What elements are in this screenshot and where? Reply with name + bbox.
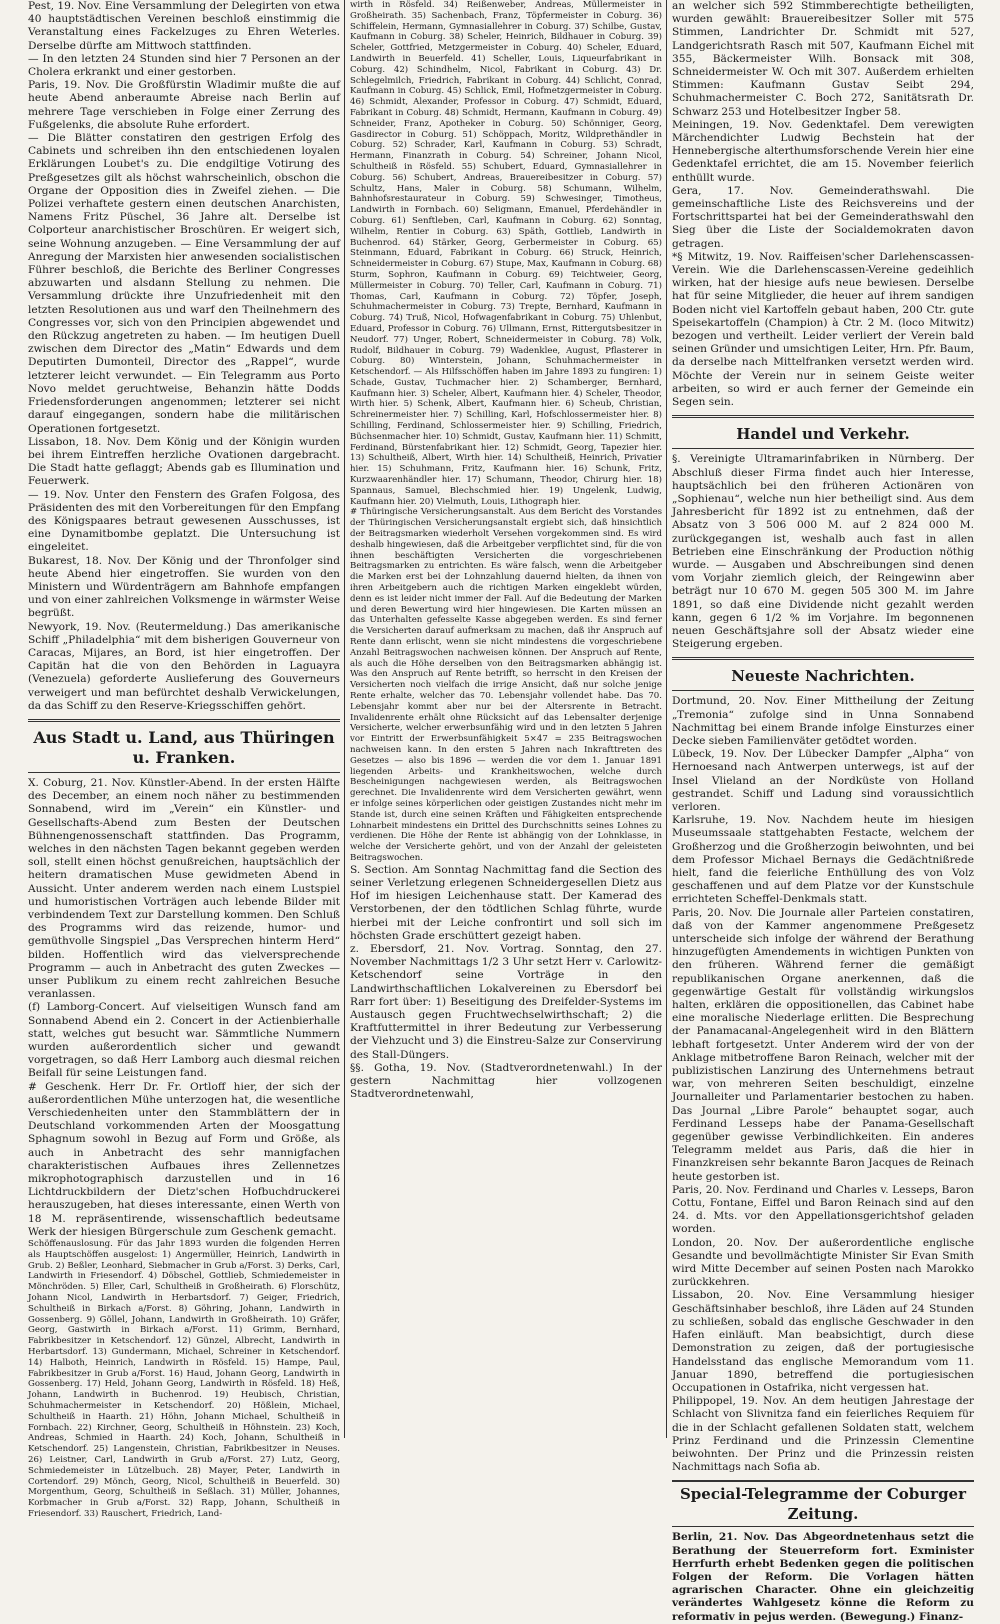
news-ultramarinfabriken: §. Vereinigte Ultramarinfabriken in Nürnberg. Der Abschluß dieser Firma findet auch hier Interesse, hauptsächlich bei den früheren Actionären von „Sophienau“, welche nun hier betheiligt sind. Aus dem Jahresbericht für 1892 ist zu entnehmen, daß der Absatz von 3 506 000 M. auf 2 824 000 M. zurückgegangen ist, weshalb auch fast in allen Betrieben eine Einschränkung der Production nöthig wurde. — Ausgaben und Abschreibungen sind denen vom Vorjahr ziemlich gleich, der Reingewinn aber beträgt nur 10 670 M. gegen 505 300 M. im Jahre 1891, so daß eine Dividende nicht gezahlt werden kann, gegen 6 1/2 % im Vorjahre. Im begonnenen neuen Geschäftsjahre soll der Absatz wieder eine Steigerung ergeben.	[672, 453, 974, 651]
news-paris-1: Paris, 19. Nov. Die Großfürstin Wladimir mußte die auf heute Abend anberaumte Abreise nach Berlin auf mehrere Tage verschieben in Folge einer Zerrung des Fußgelenks, die absolute Ruhe erfordert.	[28, 79, 340, 131]
news-geschenk: # Geschenk. Herr Dr. Fr. Ortloff hier, der sich der außerordentlichen Mühe unterzogen hat, die wesentliche Verschiedenheiten unter den Stammblättern der in Deutschland vorkommenden Arten der Moosgattung Sphagnum sowohl in Bezug auf Form und Größe, als auch in Anbetracht des sehr mannigfachen charakteristischen Aufbaues ihres Zellennetzes mikrophotographisch darzustellen und in 16 Lichtdruckbildern der Dietz'schen Hofbuchdruckerei herauszugeben, hat dieses interessante, einen Werth von 18 M. repräsentirende, wissenschaftlich bedeutsame Werk der hiesigen Bürgerschule zum Geschenk gemacht.	[28, 1080, 340, 1238]
news-schoeffen-list-cont: wirth in Rösfeld. 34) Reißenweber, Andreas, Müllermeister in Großheirath. 35) Sachenbach, Franz, Töpfermeister in Coburg. 36) Schiffelein, Hermann, Gymnasiallehrer in Coburg. 37) Schilbe, Gustav, Kaufmann in Coburg. 38) Scheler, Heinrich, Bildhauer in Coburg. 39) Scheler, Gottfried, Metzgermeister in Coburg. 40) Scheler, Eduard, Landwirth in Beuerfeld. 41) Scheller, Louis, Liqueurfabrikant in Coburg. 42) Schindhelm, Nicol, Fabrikant in Coburg. 43) Dr. Schlegelmilch, Friedrich, Fabrikant in Coburg. 44) Schlicht, Conrad, Kaufmann in Coburg. 45) Schlick, Emil, Hofmetzgermeister in Coburg. 46) Schmidt, Alexander, Professor in Coburg. 47) Schmidt, Eduard, Fabrikant in Coburg. 48) Schmidt, Hermann, Kaufmann in Coburg. 49) Schneider, Franz, Apotheker in Coburg. 50) Schönniger, Georg, Gasdirector in Coburg. 51) Schöppach, Moritz, Wildprethändler in Coburg. 52) Schrader, Karl, Kaufmann in Coburg. 53) Schradt, Hermann, Finanzrath in Coburg. 54) Schreiner, Johann Nicol, Schultheiß in Rösfeld. 55) Schubert, Eduard, Gymnasiallehrer in Coburg. 56) Schubert, Andreas, Brauereibesitzer in Coburg. 57) Schultz, Hans, Maler in Coburg. 58) Schumann, Wilhelm, Bahnhofsrestaurateur in Coburg. 59) Schwesinger, Timotheus, Landwirth in Fornbach. 60) Seligmann, Emanuel, Pferdehändler in Coburg. 61) Senftleben, Carl, Kaufmann in Coburg. 62) Sonntag, Wilhelm, Rentier in Coburg. 63) Späth, Gottlieb, Landwirth in Buchenrod. 64) Stärker, Georg, Gerbermeister in Coburg. 65) Steinmann, Eduard, Fabrikant in Coburg. 66) Struck, Heinrich, Schneidermeister in Coburg. 67) Stupe, Max, Kaufmann in Coburg. 68) Sturm, Sophron, Kaufmann in Coburg. 69) Teichtweier, Georg, Müllermeister in Coburg. 70) Teller, Carl, Kaufmann in Coburg. 71) Thomas, Carl, Kaufmann in Coburg. 72) Töpfer, Joseph, Schuhmachermeister in Coburg. 73) Trepte, Bernhard, Kaufmann in Coburg. 74) Truß, Nicol, Hofwagenfabrikant in Coburg. 75) Uhlenbut, Eduard, Professor in Coburg. 76) Ullmann, Ernst, Rittergutsbesitzer in Neudorf. 77) Unger, Robert, Schneidermeister in Coburg. 78) Volk, Rudolf, Bildhauer in Coburg. 79) Wadenklee, August, Pflasterer in Coburg. 80) Winterstein, Johann, Schuhmachermeister in Ketschendorf. — Als Hilfsschöffen haben im Jahre 1893 zu fungiren: 1) Schade, Gustav, Tuchmacher hier. 2) Schamberger, Bernhard, Kaufmann hier. 3) Scheler, Albert, Kaufmann hier. 4) Scheler, Theodor, Wirth hier. 5) Schenk, Albert, Kaufmann hier. 6) Scheub, Christian, Schreinermeister hier. 7) Schilling, Karl, Hofschlossermeister hier. 8) Schilling, Ferdinand, Schlossermeister hier. 9) Schilling, Friedrich, Büchsenmacher hier. 10) Schmidt, Gustav, Kaufmann hier. 11) Schmitt, Ferdinand, Bürstenfabrikant hier. 12) Schmidt, Georg, Tapezier hier. 13) Schultheiß, Albert, Wirth hier. 14) Schultheiß, Heinrich, Privatier hier. 15) Schuhmann, Fritz, Kaufmann hier. 16) Schunk, Fritz, Kurzwaarenhändler hier. 17) Schumann, Theodor, Chirurg hier. 18) Spannaus, Samuel, Blechschmied hier. 19) Ungelenk, Ludwig, Kaufmann hier. 20) Vielmuth, Louis, Lithograph hier.	[350, 0, 662, 507]
column-rule	[344, 0, 345, 1438]
divider	[672, 690, 974, 691]
news-gotha-cont: an welcher sich 592 Stimmberechtigte betheiligten, wurden gewählt: Brauereibesitzer Soller mit 575 Stimmen, Landrichter Dr. Schmidt mit 527, Landgerichtsrath Rasch mit 507, Kaufmann Eichel mit 355, Bäckermeister Wilh. Bonsack mit 308, Schneidermeister W. Och mit 307. Außerdem erhielten Stimmen: Kaufmann Gustav Seibt 294, Schuhmachermeister C. Boch 272, Sanitätsrath Dr. Schwarz 253 und Hotelbesitzer Ingber 58.	[672, 0, 974, 118]
news-philippopel: Philippopel, 19. Nov. An dem heutigen Jahrestage der Schlacht von Slivnitza fand ein feierliches Requiem für die in der Schlacht gefallenen Soldaten statt, welchem Prinz Ferdinand und die Prinzessin Clementine beiwohnten. Der Prinz und die Prinzessin reisten Nachmittags nach Sofia ab.	[672, 1395, 974, 1474]
column-1	[28, 0, 340, 1519]
news-ebersdorf: z. Ebersdorf, 21. Nov. Vortrag. Sonntag, den 27. November Nachmittags 1/2 3 Uhr setzt Herr v. Carlowitz-Ketschendorf seine Vorträge in den Landwirthschaftlichen Lokalvereinen zu Ebersdorf bei Rarr fort über: 1) Beseitigung des Dreifelder-Systems im Austausch gegen Fruchtwechselwirthschaft; 2) die Kraftfuttermittel in ihrer Bedeutung zur Verbesserung der Viehzucht und 3) die Einstreu-Salze zur Conservirung des Stall-Düngers.	[350, 942, 662, 1061]
news-paris-3: Paris, 20. Nov. Die Journale aller Parteien constatiren, daß von der Kammer angenommene Preßgesetz unterscheide sich infolge der während der Berathung hinzugefügten Amendements in wichtigen Punkten von den früheren. Während ferner die gemäßigt republikanischen Organe anerkennen, daß die gegenwärtige Gestalt für vollständig wirkungslos halten, erklären die oppositionellen, das Cabinet habe eine moralische Niederlage erlitten. Die Besprechung der Panamacanal-Angelegenheit wird in den Blättern lebhaft fortgesetzt. Unter Anderem wird der von der Anklage mitbetroffene Baron Reinach, welcher mit der publizistischen Lanzirung des Unternehmens betraut war, von mehreren Seiten beschuldigt, einzelne Journalleiter und Parlamentarier bestochen zu haben. Das Journal „Libre Parole“ behauptet sogar, auch Ferdinand Lesseps habe der Panama-Gesellschaft gegenüber gewisse Verbindlichkeiten. Ein anderes Telegramm meldet aus Paris, daß die hier in Finanzkreisen sehr bekannte Baron Jacques de Reinach heute gestorben ist.	[672, 906, 974, 1183]
news-luebeck: Lübeck, 19. Nov. Der Lübecker Dampfer „Alpha“ von Hernoesand nach Antwerpen unterwegs, ist auf der Insel Vlieland an der Nordküste von Holland gestrandet. Schiff und Ladung sind voraussichtlich verloren.	[672, 748, 974, 813]
section-heading-handel: Handel und Verkehr.	[736, 425, 910, 444]
section-heading-neueste: Neueste Nachrichten.	[731, 667, 915, 686]
news-bukarest: Bukarest, 18. Nov. Der König und der Thronfolger sind heute Abend hier eingetroffen. Sie wurden von den Ministern und Würdenträgern am Bahnhofe empfangen und von einer zahlreichen Volksmenge in wärmster Weise begrüßt.	[28, 554, 340, 620]
news-coburg-kuenstlerabend: X. Coburg, 21. Nov. Künstler-Abend. In der ersten Hälfte des December, an einem noch näher zu bestimmenden Sonnabend, wird im „Verein“ ein Künstler- und Gesellschafts-Abend zum Besten der Deutschen Bühnengenossenschaft stattfinden. Das Programm, welches in den nächsten Tagen bekannt gegeben werden soll, stellt einen höchst genußreichen, hauptsächlich der heitern dramatischen Muse gewidmeten Abend in Aussicht. Unter anderem werden nach einem Lustspiel und humoristischen Vorträgen auch lebende Bilder mit verbindendem Text zur Darstellung kommen. Den Schluß des Programms wird das reizende, humor- und gemüthvolle Singspiel „Das Versprechen hinterm Herd“ bilden. Hoffentlich wird das vielversprechende Programm — auch in Anbetracht des guten Zweckes — unser Publikum zu einem recht zahlreichen Besuche veranlassen.	[28, 776, 340, 1001]
news-gera: Gera, 17. Nov. Gemeinderathswahl. Die gemeinschaftliche Liste des Reichsvereins und der Fortschrittspartei hat bei der Gemeinderathswahl den Sieg über die Liste der Socialdemokraten davon getragen.	[672, 184, 974, 250]
divider	[672, 415, 974, 418]
news-section: S. Section. Am Sonntag Nachmittag fand die Section des seiner Verletzung erlegenen Schneidergesellen Dietz aus Hof im hiesigen Leichenhause statt. Der Kamerad des Verstorbenen, der den tödtlichen Schlag führte, wurde hierbei mit der Leiche confrontirt und soll sich im höchsten Grade erschüttert gezeigt haben.	[350, 863, 662, 942]
news-mitwitz: *§ Mitwitz, 19. Nov. Raiffeisen'scher Darlehenscassen-Verein. Wie die Darlehenscassen-Vereine gedeihlich wirken, hat der hiesige aufs neue bewiesen. Derselbe hat für seine Mitglieder, die heuer auf ihrem sandigen Boden nicht viel Kartoffeln gebaut haben, 200 Ctr. gute Speisekartoffeln (Champion) à Ctr. 2 M. (loco Mitwitz) bezogen und vertheilt. Leider verliert der Verein bald seinen Gründer und umsichtigen Leiter, Hrn. Pfr. Baum, da derselbe nach Mittelfranken versetzt werden wird. Möchte der Verein nur in seinem Geiste weiter arbeiten, so wird er auch ferner der Gemeinde ein Segen sein.	[672, 250, 974, 409]
newspaper-page	[28, 0, 974, 1623]
divider	[672, 657, 974, 660]
divider	[28, 719, 340, 722]
section-heading-telegramme: Special-Telegramme der Coburger Zeitung.	[672, 1480, 974, 1527]
column-2	[350, 0, 662, 1438]
news-karlsruhe: Karlsruhe, 19. Nov. Nachdem heute im hiesigen Museumssaale stattgehabten Festacte, welchem der Großherzog und die Großherzogin beiwohnten, und bei dem Professor Michael Bernays die Gedächtnißrede hielt, fand die feierliche Enthüllung des von Volz geschaffenen und auf dem Platze vor der Kunstschule errichteten Scheffel-Denkmals statt.	[672, 814, 974, 906]
news-lissabon-3: Lissabon, 20. Nov. Eine Versammlung hiesiger Geschäftsinhaber beschloß, ihre Läden auf 24 Stunden zu schließen, sobald das englische Geschwader in den Hafen einläuft. Man beabsichtigt, durch diese Demonstration zu zeigen, daß der portugiesische Handelsstand das englische Memorandum vom 11. Januar 1890, betreffend die portugiesischen Occupationen in Ostafrika, nicht vergessen hat.	[672, 1289, 974, 1394]
news-berlin-telegram: Berlin, 21. Nov. Das Abgeordnetenhaus setzt die Berathung der Steuerreform fort. Exminister Herrfurth erhebt Bedenken gegen die politischen Folgen der Reform. Die Vorlagen hätten agrarischen Character. Ohne ein gleichzeitig verändertes Wahlgesetz könne die Reform zu reformativ in pejus werden. (Bewegung.) Finanz-	[672, 1531, 974, 1623]
news-london: London, 20. Nov. Der außerordentliche englische Gesandte und bevollmächtigte Minister Sir Evan Smith wird Mitte December auf seinen Posten nach Marokko zurückkehren.	[672, 1236, 974, 1289]
news-paris-2: — Die Blätter constatiren den gestrigen Erfolg des Cabinets und schreiben ihn den entschiedenen loyalen Erklärungen Loubet's zu. Die endgiltige Votirung des Preßgesetzes gilt als höchst wahrscheinlich, obschon die Organe der Opposition dies in Zweifel ziehen. — Die Polizei verhaftete gestern einen deutschen Anarchisten, Namens Fritz Püschel, 36 Jahre alt. Derselbe ist Colporteur anarchistischer Broschüren. Er weigert sich, seine Wohnung anzugeben. — Eine Versammlung der auf Anregung der Marxisten hier anwesenden socialistischen Führer beschloß, die Berichte des Berliner Congresses abzuwarten und alsdann Stellung zu nehmen. Die Versammlung drückte ihre Unzufriedenheit mit den letzten Resolutionen aus und warf den Theilnehmern des Congresses vor, sich von den Principien abgewendet und den Rückzug angetreten zu haben. — Im heutigen Duell zwischen dem Director des „Matin“ Edwards und dem Deputirten Dumonteil, Director des „Rappel“, wurde letzterer leicht verwundet. — Ein Telegramm aus Porto Novo meldet geruchtweise, Behanzin hätte Dodds Friedensforderungen angenommen; letzterer sei nicht darauf eingegangen, sondern habe die militärischen Operationen fortgesetzt.	[28, 132, 340, 435]
news-meiningen: Meiningen, 19. Nov. Gedenktafel. Dem verewigten Märchendichter Ludwig Bechstein hat der Hennebergische alterthumsforschende Verein hier eine Gedenktafel errichtet, die am 15. November feierlich enthüllt wurde.	[672, 118, 974, 184]
column-3	[672, 0, 974, 1623]
news-gotha: §§. Gotha, 19. Nov. (Stadtverordnetenwahl.) In der gestern Nachmittag hier vollzogenen Stadtverordnetenwahl,	[350, 1061, 662, 1101]
section-heading-local: Aus Stadt u. Land, aus Thüringen u. Franken.	[33, 727, 335, 767]
news-newyork: Newyork, 19. Nov. (Reutermeldung.) Das amerikanische Schiff „Philadelphia“ mit dem bisherigen Gouverneur von Caracas, Mijares, an Bord, ist hier eingetroffen. Der Capitän hat die von den Behörden in Laguayra (Venezuela) geforderte Auslieferung des Gouverneurs verweigert und man befürchtet deshalb Verwickelungen, da das Schiff zu den Reserve-Kriegsschiffen gehört.	[28, 620, 340, 712]
news-paris-4: Paris, 20. Nov. Ferdinand und Charles v. Lesseps, Baron Cottu, Fontane, Eiffel und Baron Reinach sind auf den 24. d. Mts. vor den Appellationsgerichtshof geladen worden.	[672, 1183, 974, 1236]
news-lissabon-1: Lissabon, 18. Nov. Dem König und der Königin wurden bei ihrem Eintreffen herzliche Ovationen dargebracht. Die Stadt hatte geflaggt; Abends gab es Illumination und Feuerwerk.	[28, 435, 340, 488]
news-schoeffenauslosung: Schöffenauslosung. Für das Jahr 1893 wurden die folgenden Herren als Hauptschöffen ausgelost: 1) Angermüller, Heinrich, Landwirth in Grub. 2) Beßler, Leonhard, Siebmacher in Grub a/Forst. 3) Derks, Carl, Landwirth in Friesendorf. 4) Döbschel, Gottlieb, Schmiedemeister in Mönchröden. 5) Eller, Carl, Schultheiß in Großheirath. 6) Florschütz, Johann Nicol, Landwirth in Herbartsdorf. 7) Geiger, Friedrich, Schultheiß in Birkach a/Forst. 8) Göhring, Johann, Landwirth in Gossenberg. 9) Göllel, Johann, Landwirth in Großheirath. 10) Gräfer, Georg, Gastwirth in Birkach a/Forst. 11) Grimm, Bernhard, Fabrikbesitzer in Ketschendorf. 12) Günzel, Albrecht, Landwirth in Herbartsdorf. 13) Gundermann, Michael, Schreiner in Ketschendorf. 14) Halboth, Heinrich, Landwirth in Rösfeld. 15) Hampe, Paul, Fabrikbesitzer in Grub a/Forst. 16) Haud, Johann Georg, Landwirth in Gossenberg. 17) Held, Johann Georg, Landwirth in Rösfeld. 18) Heß, Johann, Landwirth in Buchenrod. 19) Heubisch, Christian, Schuhmachermeister in Ketschendorf. 20) Hößlein, Michael, Schultheiß in Haarth. 21) Höhn, Johann Michael, Schultheiß in Fornbach. 22) Kirchner, Georg, Schultheiß in Höhnstein. 23) Koch, Andreas, Schmied in Haarth. 24) Koch, Johann, Schultheiß in Ketschendorf. 25) Langenstein, Christian, Fabrikbesitzer in Neuses. 26) Leistner, Carl, Landwirth in Grub a/Forst. 27) Lutz, Georg, Schmiedemeister in Lützelbuch. 28) Mayer, Peter, Landwirth in Cortendorf. 29) Mönch, Georg, Nicol, Schultheiß in Beuerfeld. 30) Morgenthum, Georg, Schultheiß in Seßlach. 31) Müller, Johannes, Korbmacher in Grub a/Forst. 32) Rapp, Johann, Schultheiß in Friesendorf. 33) Rauschert, Friedrich, Land-	[28, 1239, 340, 1519]
news-versicherungsanstalt: # Thüringische Versicherungsanstalt. Aus dem Bericht des Vorstandes der Thüringischen Versicherungsanstalt ergiebt sich, daß hinsichtlich der Beitragsmarken wiederholt Versehen vorgekommen sind. Es wird deshalb hingewiesen, daß die Arbeitgeber verpflichtet sind, für die von ihnen beschäftigten Versicherten die vorgeschriebenen Beitragsmarken zu entrichten. Es wäre falsch, wenn die Arbeitgeber die Marken erst bei der Lohnzahlung dauernd hielten, da ihnen von ihren Arbeitgebern auch die richtigen Marken eingeklebt würden, denn es ist leider nicht immer der Fall. Auf die Bedeutung der Marken und deren Bewertung wird hier hingewiesen. Die Karten müssen an das Unterhalten gefesselte Kasse abgegeben werden. Es sind ferner die Versicherten darauf aufmerksam zu machen, daß ihr Anspruch auf Rente dann erlischt, wenn sie nicht mindestens die vorgeschriebene Anzahl Beitragswochen nachweisen können. Der Anspruch auf Rente, als auch die Höhe derselben von den Beitragsmarken abhängig ist. Was den Anspruch auf Rente betrifft, so herrscht in den Kreisen der Versicherten noch vielfach die irrige Ansicht, daß nur solche jenige Rente erhalte, welcher das 70. Lebensjahr vollendet habe. Das 70. Lebensjahr kommt aber nur bei der Altersrente in Betracht. Invalidenrente erhält ohne Rücksicht auf das Lebensalter derjenige Versicherte, welcher erwerbsunfähig wird und in den letzten 5 Jahren vor Eintritt der Erwerbsunfähigkeit 5×47 = 235 Beitragswochen nachweisen kann. In den ersten 5 Jahren nach Inkrafttreten des Gesetzes — also bis 1896 — werden die vor dem 1. Januar 1891 liegenden Arbeits- und Krankheitswochen, welche durch Bescheinigungen nachgewiesen werden, als Beitragswochen gerechnet. Die Invalidenrente wird dem Versicherten gewährt, wenn er infolge seines körperlichen oder geistigen Zustandes nicht mehr im Stande ist, durch eine seinen Kräften und Fähigkeiten entsprechende Lohnarbeit mindestens ein Drittel des Durchschnitts seines Lohnes zu verdienen. Die Höhe der Rente ist abhängig von der Lohnklasse, in welche der Versicherte gehört, und von der Anzahl der geleisteten Beitragswochen.	[350, 507, 662, 863]
news-dortmund: Dortmund, 20. Nov. Einer Mittheilung der Zeitung „Tremonia“ zufolge sind in Unna Sonnabend Nachmittag bei einem Brande infolge Einsturzes einer Decke sieben Familienväter getödtet worden.	[672, 695, 974, 747]
news-pest-cholera: — In den letzten 24 Stunden sind hier 7 Personen an der Cholera erkrankt und einer gestorben.	[28, 52, 340, 79]
news-lissabon-2: — 19. Nov. Unter den Fenstern des Grafen Folgosa, des Präsidenten des mit den Vorbereitungen für den Empfang des Königspaares betraut gewesenen Ausschusses, ist eine Dynamitbombe geplatzt. Die Untersuchung ist eingeleitet.	[28, 488, 340, 554]
divider	[672, 448, 974, 449]
column-rule	[666, 0, 667, 1438]
news-pest: Pest, 19. Nov. Eine Versammlung der Delegirten von etwa 40 hauptstädtischen Vereinen beschloß einstimmig die Veranstaltung eines Fackelzuges zu Ehren Weterles. Derselbe dürfte am Mittwoch stattfinden.	[28, 0, 340, 52]
divider	[28, 772, 340, 773]
news-lamborg-concert: (f) Lamborg-Concert. Auf vielseitigen Wunsch fand am Sonnabend Abend ein 2. Concert in der Actienbierhalle statt, welches gut besucht war. Sämmtliche Nummern wurden außerordentlich sicher und gewandt vorgetragen, so daß Herr Lamborg auch diesmal reichen Beifall für seine Leistungen fand.	[28, 1001, 340, 1080]
